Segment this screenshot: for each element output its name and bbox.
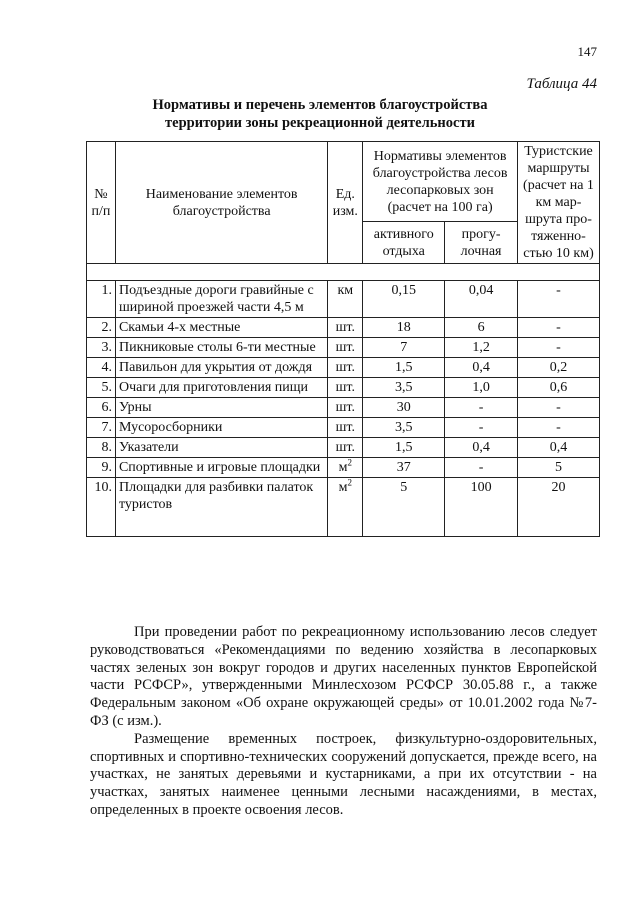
row-name-text: Указатели: [118, 440, 179, 455]
row-name: [115, 378, 327, 398]
row-unit-text: шт.: [335, 320, 355, 335]
row-walking-text: -: [478, 460, 484, 475]
row-unit-text: шт.: [335, 340, 355, 355]
row-active: [363, 418, 445, 438]
row-num-text: 2.: [101, 320, 112, 335]
table-row: [87, 281, 600, 318]
row-active: [363, 281, 445, 318]
row-num-text: 4.: [101, 360, 112, 375]
row-name: [115, 398, 327, 418]
row-walking: [445, 478, 518, 537]
row-unit-text: шт.: [335, 400, 355, 415]
row-unit: [328, 458, 363, 478]
row-walking-text: 1,2: [472, 340, 490, 355]
row-walking-text: 100: [470, 480, 492, 495]
row-unit: [328, 398, 363, 418]
row-tourist-text: -: [556, 283, 561, 298]
row-tourist: [518, 338, 600, 358]
row-tourist: [518, 318, 600, 338]
row-unit: [328, 318, 363, 338]
table-row: [87, 358, 600, 378]
header-norms-group: Нормативы элементов благоустройства лесов лесопарковых зон (расчет на 100 га): [363, 142, 518, 222]
header-active: активного отдыха: [363, 222, 445, 264]
row-walking-text: -: [478, 400, 484, 415]
row-name-text: Спортивные и игровые площадки: [118, 460, 321, 475]
table-row: [87, 398, 600, 418]
row-name: [115, 418, 327, 438]
row-name: [115, 318, 327, 338]
row-num: [87, 418, 116, 438]
row-unit: [328, 338, 363, 358]
table-row: [87, 438, 600, 458]
row-name-text: Павильон для укрытия от дождя: [118, 360, 313, 375]
row-num-text: 10.: [94, 480, 112, 495]
row-name-text: Подъездные дороги гравийные с шириной проезжей части 4,5 м: [118, 283, 314, 315]
row-tourist-text: -: [556, 340, 561, 355]
row-active-text: 1,5: [394, 360, 413, 375]
row-num: [87, 398, 116, 418]
row-unit: [328, 478, 363, 537]
row-walking-text: 6: [477, 320, 485, 335]
row-tourist-text: 5: [555, 460, 562, 475]
row-walking-text: 0,04: [468, 283, 494, 298]
row-walking: [445, 418, 518, 438]
header-unit: Ед. изм.: [328, 142, 363, 264]
unit-superscript: 2: [347, 477, 352, 488]
row-walking: [445, 458, 518, 478]
row-active-text: 3,5: [394, 380, 413, 395]
table-caption: Таблица 44: [526, 76, 597, 92]
row-num: [87, 458, 116, 478]
row-tourist: [518, 398, 600, 418]
row-num-text: 1.: [101, 283, 112, 298]
row-active-text: 1,5: [394, 440, 413, 455]
header-name: Наименование элементов благоустройства: [115, 142, 327, 264]
row-unit: [328, 281, 363, 318]
table-row: [87, 338, 600, 358]
row-tourist: [518, 438, 600, 458]
row-name: [115, 338, 327, 358]
header-num: № п/п: [87, 142, 116, 264]
row-unit-text: м: [338, 460, 348, 475]
row-unit-text: м: [338, 480, 348, 495]
table-row: [87, 418, 600, 438]
row-name: [115, 358, 327, 378]
row-unit: [328, 418, 363, 438]
row-unit: [328, 378, 363, 398]
row-active-text: 18: [396, 320, 411, 335]
row-walking: [445, 398, 518, 418]
row-unit-text: шт.: [335, 380, 355, 395]
spacer-cell: [87, 264, 600, 281]
header-walking: прогу-лочная: [445, 222, 518, 264]
row-tourist: [518, 281, 600, 318]
table-title-line-2: территории зоны рекреационной деятельности: [165, 115, 475, 131]
row-active: [363, 438, 445, 458]
row-name-text: Очаги для приготовления пищи: [118, 380, 309, 395]
row-name-text: Пикниковые столы 6-ти местные: [118, 340, 316, 355]
body-text: [90, 624, 597, 820]
row-name: [115, 478, 327, 537]
row-name-text: Площадки для разбивки палаток туристов: [118, 480, 314, 512]
row-num-text: 8.: [101, 440, 112, 455]
row-walking: [445, 281, 518, 318]
row-active-text: 3,5: [394, 420, 413, 435]
paragraph-2: Размещение временных построек, физкультурно-оздоровительных, спортивных и спортивно-технических сооружений допускается, прежде всего, на участках, не занятых деревьями и кустарниками, а при их отсутствии - на участках, занятых наименее ценными лесными насаждениями, в местах, определенных в проекте освоения лесов.: [90, 730, 597, 818]
row-active: [363, 398, 445, 418]
row-name: [115, 458, 327, 478]
table-row: [87, 318, 600, 338]
table-body: [87, 264, 600, 537]
row-name: [115, 438, 327, 458]
row-active-text: 7: [400, 340, 408, 355]
row-num-text: 5.: [101, 380, 112, 395]
row-num: [87, 338, 116, 358]
row-walking: [445, 338, 518, 358]
row-tourist-text: 0,6: [549, 380, 568, 395]
table-row: [87, 458, 600, 478]
row-num: [87, 478, 116, 537]
row-name-text: Мусоросборники: [118, 420, 223, 435]
row-name-text: Скамьи 4-х местные: [118, 320, 241, 335]
row-active: [363, 358, 445, 378]
table-title: [0, 96, 640, 132]
row-walking: [445, 358, 518, 378]
row-active-text: 5: [400, 480, 408, 495]
row-active: [363, 318, 445, 338]
row-walking-text: 1,0: [472, 380, 490, 395]
row-active-text: 30: [396, 400, 411, 415]
row-num-text: 9.: [101, 460, 112, 475]
row-tourist: [518, 358, 600, 378]
row-unit-text: км: [337, 283, 354, 298]
row-tourist-text: -: [556, 400, 561, 415]
row-walking-text: 0,4: [472, 360, 490, 375]
row-active: [363, 478, 445, 537]
row-walking-text: -: [478, 420, 484, 435]
row-walking: [445, 318, 518, 338]
row-tourist: [518, 458, 600, 478]
row-num-text: 7.: [101, 420, 112, 435]
row-name-text: Урны: [118, 400, 152, 415]
row-unit-text: шт.: [335, 420, 355, 435]
table-row: [87, 478, 600, 537]
table-title-line-1: Нормативы и перечень элементов благоустройства: [152, 97, 488, 113]
paragraph-1: При проведении работ по рекреационному использованию лесов следует руководствоваться «Рекомендациями по ведению хозяйства в лесопарковых частях зеленых зон вокруг городов и других населенных пунктов Европейской части РСФСР», утвержденными Минлесхозом РСФСР 30.05.88 г., а также Федеральным законом «Об охране окружающей среды» от 10.01.2002 года №7-ФЗ (с изм.).: [90, 624, 597, 729]
row-walking-text: 0,4: [472, 440, 490, 455]
row-unit-text: шт.: [335, 360, 355, 375]
row-tourist-text: -: [556, 420, 561, 435]
row-unit-text: шт.: [335, 440, 355, 455]
row-unit: [328, 358, 363, 378]
row-tourist: [518, 378, 600, 398]
row-name: [115, 281, 327, 318]
row-num: [87, 318, 116, 338]
row-tourist-text: 0,2: [549, 360, 568, 375]
unit-superscript: 2: [347, 457, 352, 468]
row-num-text: 6.: [101, 400, 112, 415]
row-active: [363, 338, 445, 358]
row-active-text: 37: [396, 460, 411, 475]
row-tourist-text: 20: [551, 480, 566, 495]
row-walking: [445, 378, 518, 398]
row-tourist-text: -: [556, 320, 561, 335]
row-num: [87, 378, 116, 398]
row-num: [87, 358, 116, 378]
row-num-text: 3.: [101, 340, 112, 355]
page-number: 147: [577, 44, 597, 59]
row-unit: [328, 438, 363, 458]
row-active: [363, 378, 445, 398]
header-tourist: Туристские маршруты (расчет на 1 км мар-шрута про-тяженно-стью 10 км): [518, 142, 600, 264]
spacer-row: [87, 264, 600, 281]
row-active-text: 0,15: [391, 283, 416, 298]
table-row: [87, 378, 600, 398]
row-tourist: [518, 478, 600, 537]
row-num: [87, 438, 116, 458]
row-num: [87, 281, 116, 318]
norms-table: [86, 141, 600, 537]
row-tourist: [518, 418, 600, 438]
row-tourist-text: 0,4: [549, 440, 568, 455]
row-active: [363, 458, 445, 478]
row-walking: [445, 438, 518, 458]
